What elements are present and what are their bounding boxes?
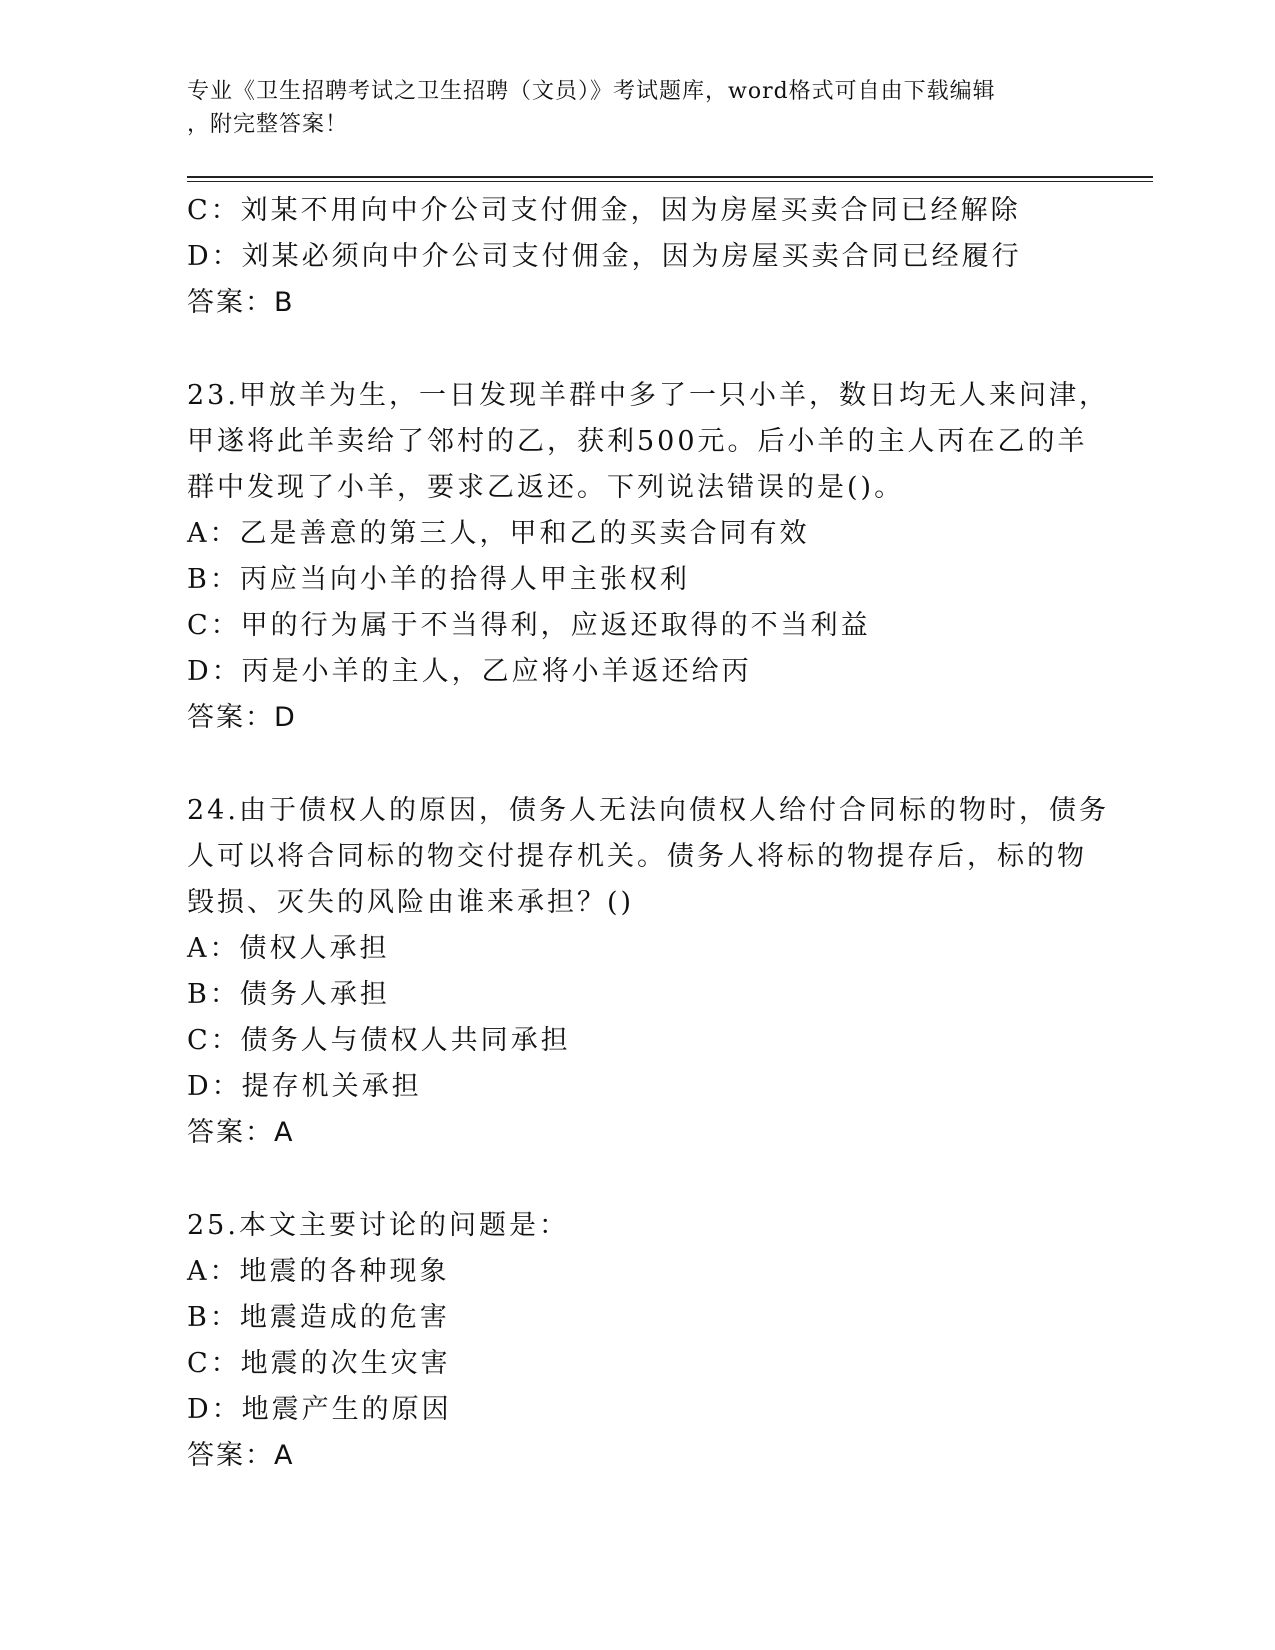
question-block-22: [187, 188, 1087, 326]
option-b: B：债务人承担: [187, 979, 390, 1010]
answer-line: 答案：B: [187, 287, 295, 318]
option-c: C：甲的行为属于不当得利，应返还取得的不当利益: [187, 610, 871, 641]
option-a: A：乙是善意的第三人，甲和乙的买卖合同有效: [187, 518, 810, 549]
header-line-2: ，附完整答案！: [187, 112, 349, 137]
option-c: C：债务人与债权人共同承担: [187, 1025, 571, 1056]
option-d: D：刘某必须向中介公司支付佣金，因为房屋买卖合同已经履行: [187, 241, 1022, 272]
option-d: D：丙是小羊的主人，乙应将小羊返还给丙: [187, 656, 752, 687]
question-stem-line: 25.本文主要讨论的问题是：: [187, 1210, 569, 1241]
question-stem-line: 甲遂将此羊卖给了邻村的乙，获利500元。后小羊的主人丙在乙的羊: [187, 426, 1088, 457]
header-rule-thin: [187, 181, 1153, 182]
question-stem-line: 23.甲放羊为生，一日发现羊群中多了一只小羊，数日均无人来问津，: [187, 380, 1109, 411]
document-body: [187, 188, 1109, 1479]
spacer: [187, 741, 1087, 788]
answer-line: 答案：D: [187, 702, 297, 733]
option-d: D：地震产生的原因: [187, 1394, 452, 1425]
answer-line: 答案：A: [187, 1440, 295, 1471]
question-block-24: [187, 788, 1109, 1156]
option-c: C：地震的次生灾害: [187, 1348, 451, 1379]
option-a: A：债权人承担: [187, 933, 390, 964]
question-block-25: [187, 1203, 1087, 1479]
question-block-23: [187, 373, 1109, 741]
spacer: [187, 1156, 1087, 1203]
option-a: A：地震的各种现象: [187, 1256, 450, 1287]
question-stem-line: 24.由于债权人的原因，债务人无法向债权人给付合同标的物时，债务: [187, 795, 1109, 826]
header-line-1: 专业《卫生招聘考试之卫生招聘（文员）》考试题库，word格式可自由下载编辑: [187, 79, 996, 104]
option-b: B：丙应当向小羊的拾得人甲主张权利: [187, 564, 690, 595]
option-c: C：刘某不用向中介公司支付佣金，因为房屋买卖合同已经解除: [187, 195, 1021, 226]
question-stem-line: 毁损、灭失的风险由谁来承担？(): [187, 887, 635, 918]
header-rule-thick: [187, 176, 1153, 178]
answer-line: 答案：A: [187, 1117, 295, 1148]
option-d: D：提存机关承担: [187, 1071, 422, 1102]
question-stem-line: 群中发现了小羊，要求乙返还。下列说法错误的是()。: [187, 472, 905, 503]
question-stem-line: 人可以将合同标的物交付提存机关。债务人将标的物提存后，标的物: [187, 841, 1087, 872]
spacer: [187, 326, 1087, 373]
option-b: B：地震造成的危害: [187, 1302, 450, 1333]
document-header: [187, 75, 1087, 141]
